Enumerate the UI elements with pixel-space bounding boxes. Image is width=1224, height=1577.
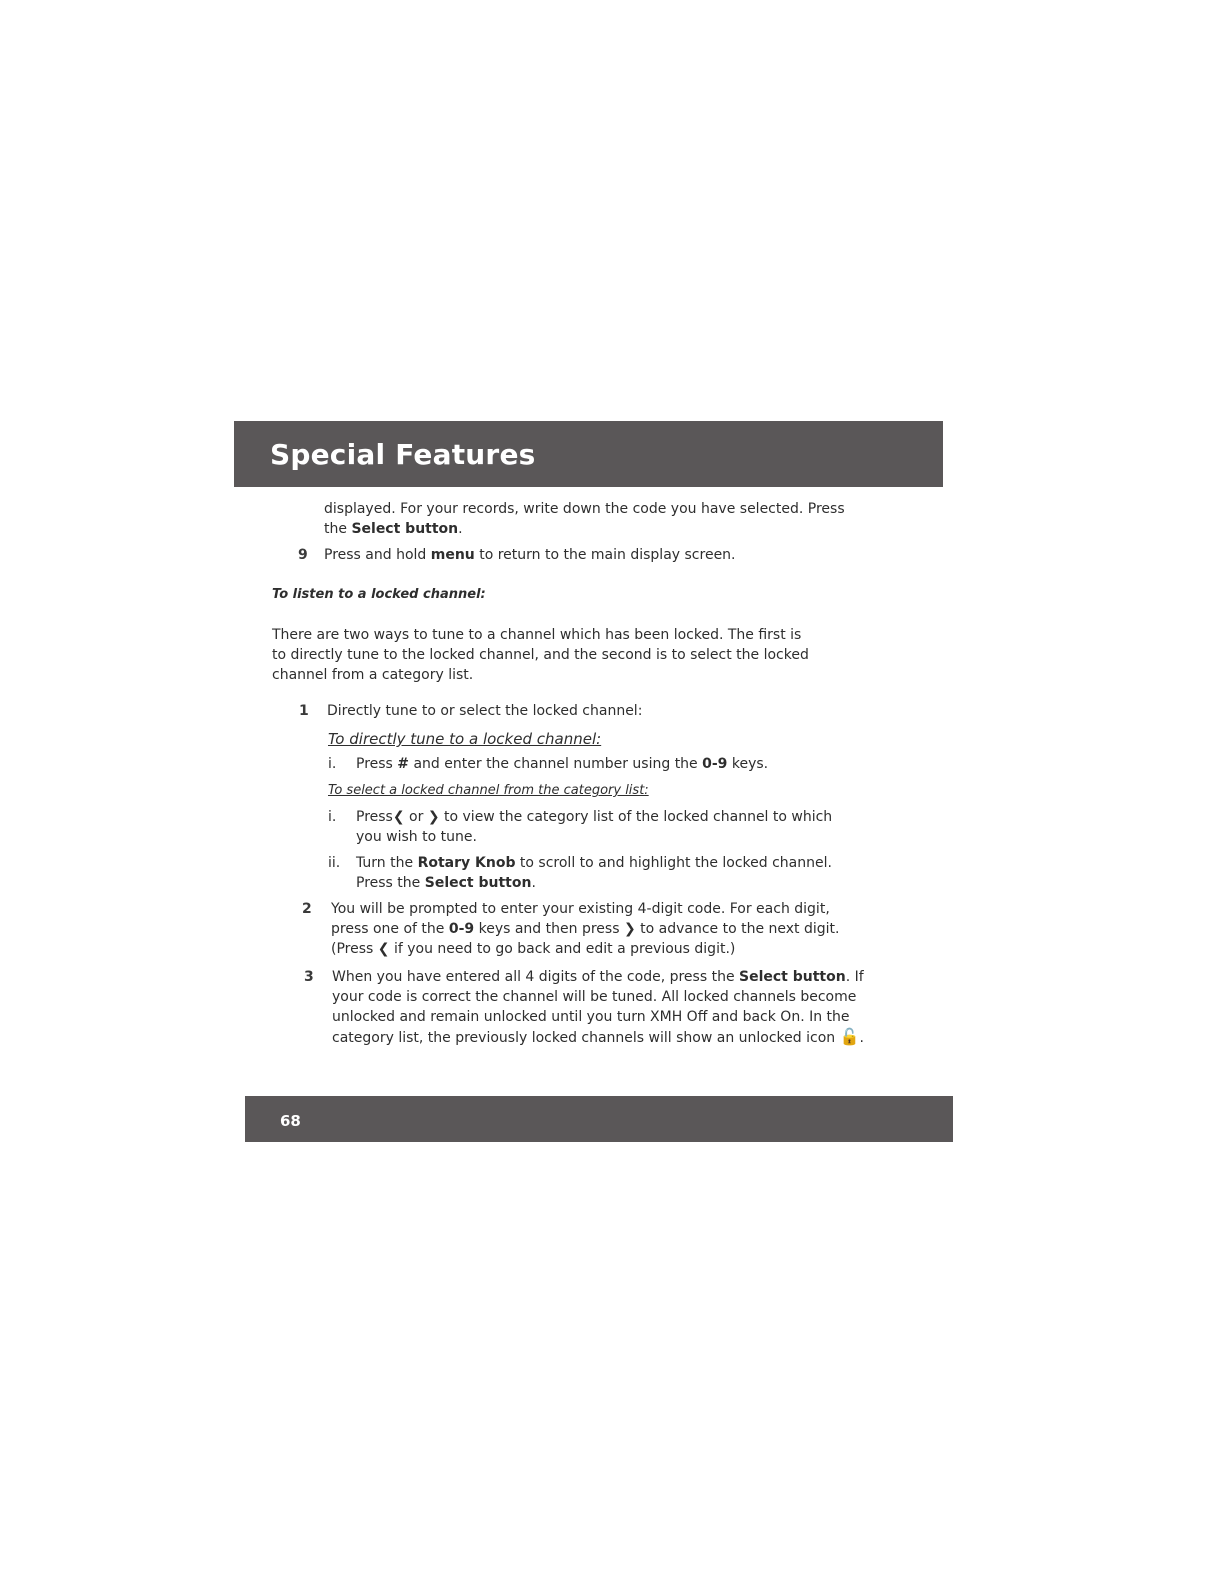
sub-heading: To directly tune to a locked channel:: [328, 730, 602, 748]
footer-bar: [245, 1096, 953, 1142]
step-number: 2: [302, 901, 312, 917]
hash-key-label: #: [397, 756, 410, 772]
category-step-i: i. Press❮ or ❯ to view the category list of the locked channel to which you wish to tune.: [328, 809, 833, 845]
intro-paragraph: There are two ways to tune to a channel which has been locked. The first is to directly tune to the locked channel, and the second is to select the locked channel from a category list.: [272, 627, 809, 683]
step-number: 1: [299, 703, 309, 719]
step-number: 3: [304, 969, 314, 985]
category-step-ii: ii. Turn the Rotary Knob to scroll to and highlight the locked channel. Press the Select button.: [328, 855, 832, 891]
chevron-left-icon: ❮: [377, 941, 390, 957]
step-3: 3 When you have entered all 4 digits of the code, press the Select button. If your code is correct the channel will be tuned. All locked channels become unlocked and remain unlocked until you turn XMH Off and back On. In the category list, the previously locked channels will show an unlocked icon 🔓.: [304, 969, 864, 1046]
direct-tune-block: [328, 729, 882, 893]
menu-key-label: menu: [430, 547, 475, 563]
step-number: 9: [298, 547, 308, 563]
step-9: 9 Press and hold menu to return to the main display screen.: [298, 547, 736, 563]
page-title: Special Features: [270, 438, 536, 471]
direct-step-i: i. Press # and enter the channel number using the 0-9 keys.: [328, 756, 769, 772]
header-bar: [234, 421, 943, 487]
number-keys-label: 0-9: [448, 921, 475, 937]
chevron-right-icon: ❯: [623, 921, 636, 937]
select-button-label: Select button: [351, 521, 459, 537]
number-keys-label: 0-9: [702, 756, 728, 772]
step-1: 1 Directly tune to or select the locked channel:: [299, 703, 643, 719]
sub-heading: To select a locked channel from the category list:: [328, 783, 649, 798]
page-number: 68: [280, 1112, 301, 1130]
select-button-label: Select button: [739, 969, 846, 985]
chevron-left-icon: ❮: [392, 809, 405, 825]
unlocked-icon: 🔓: [839, 1027, 860, 1046]
step-2: 2 You will be prompted to enter your existing 4-digit code. For each digit, press one of the 0-9 keys and then press ❯ to advance to the next digit. (Press ❮ if you need to go back and edit a previous digit.): [302, 901, 840, 957]
continued-paragraph: displayed. For your records, write down the code you have selected. Press the Select button.: [324, 501, 845, 537]
rotary-knob-label: Rotary Knob: [417, 855, 516, 871]
select-button-label: Select button: [424, 875, 532, 891]
section-heading: To listen to a locked channel:: [272, 587, 486, 602]
chevron-right-icon: ❯: [427, 809, 440, 825]
page-content: [272, 499, 882, 1048]
